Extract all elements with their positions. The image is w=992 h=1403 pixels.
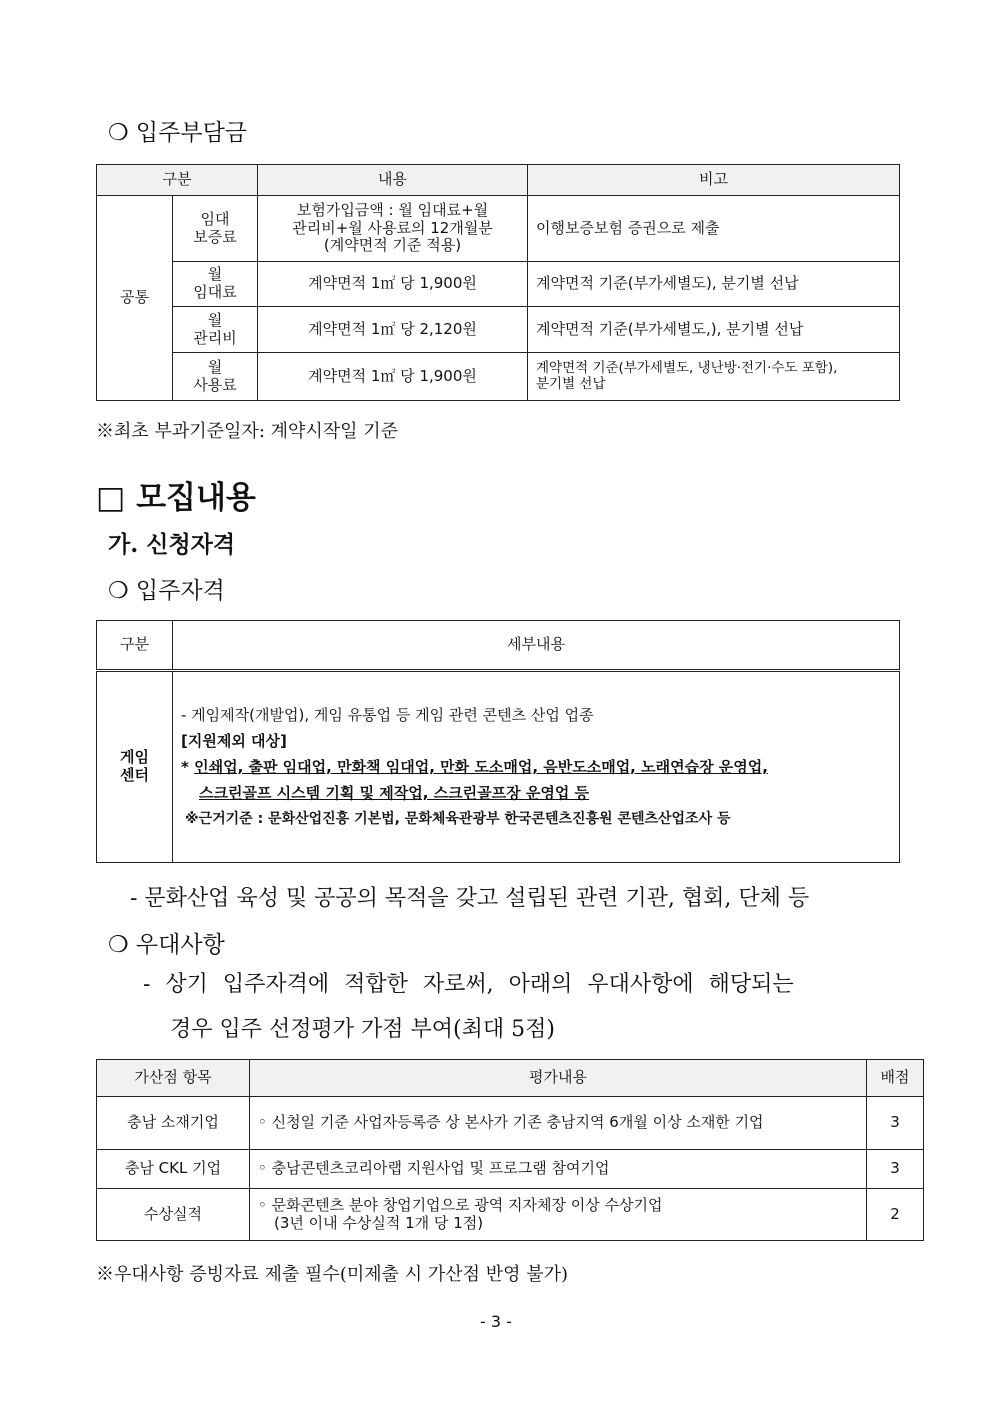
qualification-table	[96, 620, 900, 863]
sub-heading-eligibility: 가. 신청자격	[108, 531, 236, 558]
bullet-residency-qualification: ❍ 입주자격	[108, 578, 225, 604]
bonus-score: 3	[867, 1097, 924, 1150]
header-detail: 세부내용	[173, 621, 900, 671]
item-cell: 월 사용료	[173, 353, 258, 401]
table-row	[97, 671, 900, 863]
bonus-score: 2	[867, 1189, 924, 1241]
detail-exclusion-line: * 인쇄업, 출판 임대업, 만화책 임대업, 만화 도소매업, 음반도소매업, 노래연습장 운영업,	[181, 758, 768, 776]
table-row	[97, 1189, 924, 1241]
note-cell: 이행보증보험 증권으로 제출	[528, 196, 900, 262]
table-row	[97, 307, 900, 353]
page-number: - 3 -	[480, 1312, 512, 1331]
header-score: 배점	[867, 1060, 924, 1097]
content-cell: 보험가입금액 : 월 임대료+월 관리비+월 사용료의 12개월분 (계약면적 기준 적용)	[258, 196, 528, 262]
item-cell: 임대 보증료	[173, 196, 258, 262]
item-cell: 월 관리비	[173, 307, 258, 353]
table-row	[97, 353, 900, 401]
note-cell: 계약면적 기준(부가세별도,), 분기별 선납	[528, 307, 900, 353]
bonus-item: 충남 소재기업	[97, 1097, 250, 1150]
content-cell: 계약면적 1㎡ 당 2,120원	[258, 307, 528, 353]
bonus-item: 충남 CKL 기업	[97, 1150, 250, 1189]
section-heading-deposit: ❍ 입주부담금	[108, 120, 248, 146]
table-row	[97, 1097, 924, 1150]
bonus-score: 3	[867, 1150, 924, 1189]
header-category: 구분	[97, 621, 173, 671]
bonus-content: ◦ 문화콘텐츠 분야 창업기업으로 광역 지자체장 이상 수상기업 (3년 이내 수상실적 1개 당 1점)	[250, 1189, 867, 1241]
footnote-evidence: ※우대사항 증빙자료 제출 필수(미제출 시 가산점 반영 불가)	[96, 1264, 569, 1285]
dash-preference-desc-cont: 경우 입주 선정평가 가점 부여(최대 5점)	[170, 1017, 555, 1042]
header-note: 비고	[528, 165, 900, 196]
bonus-content: ◦ 신청일 기준 사업자등록증 상 본사가 기존 충남지역 6개월 이상 소재한 기업	[250, 1097, 867, 1150]
footnote-billing: ※최초 부과기준일자: 계약시작일 기준	[96, 421, 399, 442]
detail-exclusion-line: 스크린골프 시스템 기획 및 제작업, 스크린골프장 운영업 등	[199, 784, 590, 802]
deposit-table	[96, 164, 900, 401]
bonus-content: ◦ 충남콘텐츠코리아랩 지원사업 및 프로그램 참여기업	[250, 1150, 867, 1189]
item-cell: 월 임대료	[173, 262, 258, 307]
dash-related-orgs: - 문화산업 육성 및 공공의 목적을 갖고 설립된 관련 기관, 협회, 단체 등	[130, 886, 810, 911]
header-category: 구분	[97, 165, 258, 196]
header-eval-content: 평가내용	[250, 1060, 867, 1097]
bonus-item: 수상실적	[97, 1189, 250, 1241]
row-label-game-center: 게임 센터	[97, 671, 173, 863]
content-cell: 계약면적 1㎡ 당 1,900원	[258, 262, 528, 307]
dash-preference-desc: - 상기 입주자격에 적합한 자로써, 아래의 우대사항에 해당되는	[143, 972, 794, 997]
header-content: 내용	[258, 165, 528, 196]
bonus-points-table	[96, 1059, 924, 1241]
table-row	[97, 262, 900, 307]
bullet-preference: ❍ 우대사항	[108, 932, 225, 958]
section-heading-recruitment: □ 모집내용	[96, 480, 256, 516]
detail-exclusion-title: [지원제외 대상]	[181, 732, 287, 750]
table-row	[97, 1150, 924, 1189]
note-cell: 계약면적 기준(부가세별도), 분기별 선납	[528, 262, 900, 307]
group-label: 공통	[97, 196, 173, 401]
header-bonus-item: 가산점 항목	[97, 1060, 250, 1097]
detail-line: - 게임제작(개발업), 게임 유통업 등 게임 관련 콘텐츠 산업 업종	[181, 706, 594, 724]
detail-basis: ※근거기준 : 문화산업진흥 기본법, 문화체육관광부 한국콘텐츠진흥원 콘텐츠산업조사 등	[185, 811, 731, 827]
content-cell: 계약면적 1㎡ 당 1,900원	[258, 353, 528, 401]
table-row	[97, 196, 900, 262]
note-cell: 계약면적 기준(부가세별도, 냉난방·전기·수도 포함), 분기별 선납	[528, 353, 900, 401]
detail-cell	[173, 671, 900, 863]
